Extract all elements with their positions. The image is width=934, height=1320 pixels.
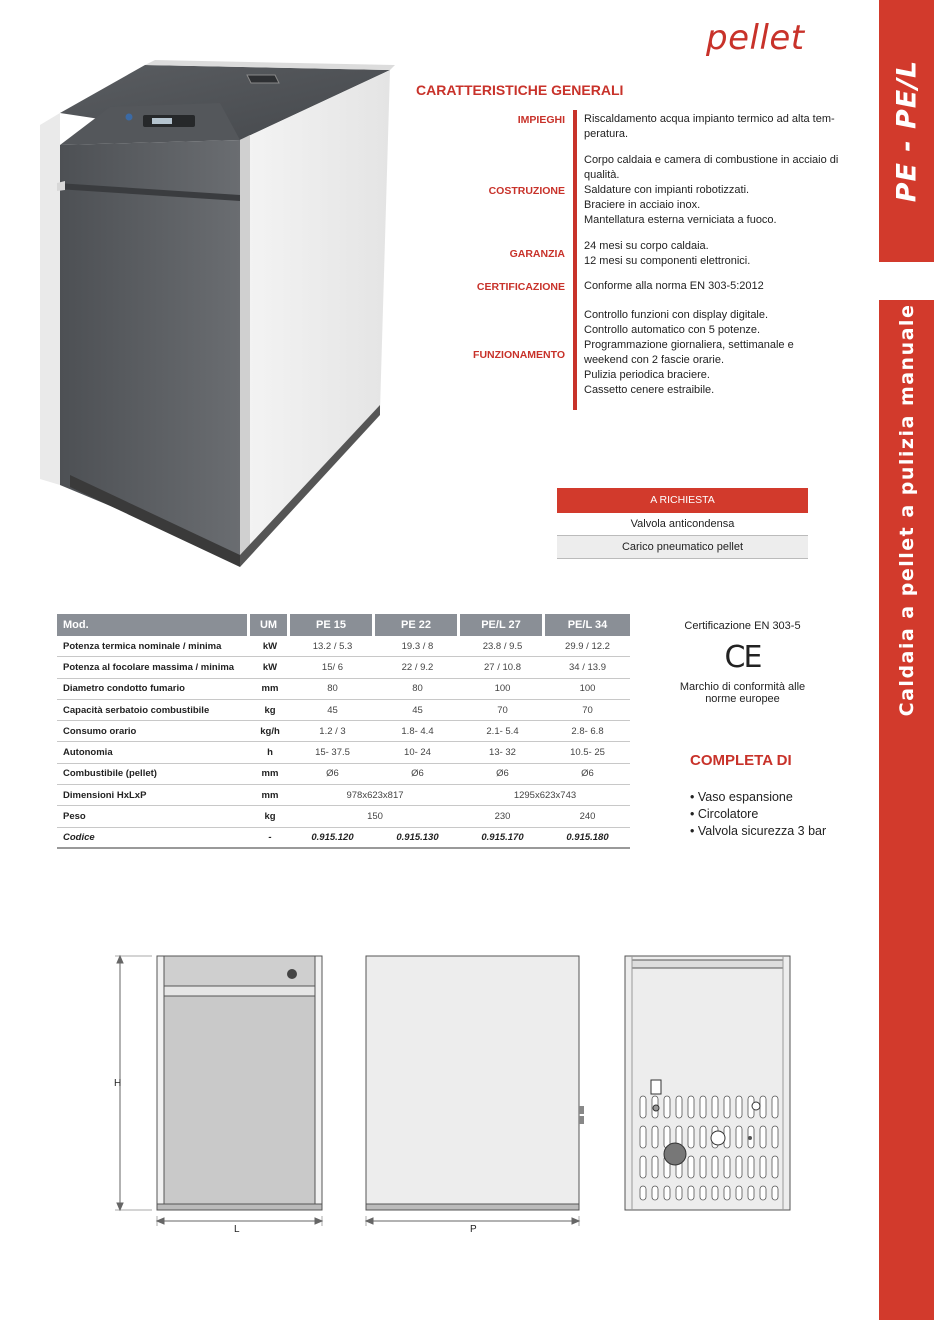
char-text: 24 mesi su corpo caldaia. 12 mesi su componenti elettronici. (584, 240, 751, 267)
list-item: • Circolatore (690, 806, 826, 823)
on-request-box (557, 488, 808, 559)
spec-value: 150 (290, 806, 460, 827)
table-row (57, 700, 630, 721)
spec-unit: kW (250, 636, 290, 657)
characteristics-list (420, 110, 870, 410)
char-row-certificazione (420, 274, 870, 300)
spec-value: 29.9 / 12.2 (545, 636, 630, 657)
spec-value: Ø6 (460, 764, 545, 785)
table-row (57, 679, 630, 700)
spec-value: 0.915.170 (460, 828, 545, 849)
table-row (57, 828, 630, 849)
complete-with-title: COMPLETA DI (690, 752, 792, 769)
char-text: Conforme alla norma EN 303-5:2012 (584, 280, 764, 292)
spec-value: 1.2 / 3 (290, 721, 375, 742)
spec-header: Mod. (57, 614, 250, 636)
spec-label: Combustibile (pellet) (57, 764, 250, 785)
table-row (57, 785, 630, 806)
char-text: Controllo funzioni con display digitale. Controllo automatico con 5 potenze. Programmazione giornaliera, settimanale e weekend con 2 fascie orarie. Pulizia periodica braciere. Cassetto cenere estraibile. (584, 309, 794, 396)
spec-value: 22 / 9.2 (375, 657, 460, 678)
spec-value: 978x623x817 (290, 785, 460, 806)
spec-value: 13.2 / 5.3 (290, 636, 375, 657)
spec-value: 45 (290, 700, 375, 721)
table-row (57, 764, 630, 785)
spec-value: 23.8 / 9.5 (460, 636, 545, 657)
spec-value: 15- 37.5 (290, 742, 375, 763)
side-band-bottom-label: Caldaia a pellet a pulizia manuale (895, 303, 918, 717)
spec-value: 70 (460, 700, 545, 721)
spec-header: PE/L 34 (545, 614, 630, 636)
spec-value: Ø6 (545, 764, 630, 785)
side-band-top-label: PE - PE/L (891, 59, 922, 203)
spec-value: 13- 32 (460, 742, 545, 763)
spec-value: 19.3 / 8 (375, 636, 460, 657)
spec-value: 1.8- 4.4 (375, 721, 460, 742)
rear-view-drawing (620, 946, 795, 1226)
char-label: COSTRUZIONE (488, 185, 565, 197)
spec-unit: h (250, 742, 290, 763)
char-row-costruzione (420, 148, 870, 234)
spec-value: 15/ 6 (290, 657, 375, 678)
dim-label-l: L (234, 1224, 240, 1235)
char-label: CERTIFICAZIONE (476, 281, 565, 293)
spec-value: 34 / 13.9 (545, 657, 630, 678)
spec-label: Capacità serbatoio combustibile (57, 700, 250, 721)
spec-value: 100 (460, 679, 545, 700)
spec-value: Ø6 (290, 764, 375, 785)
spec-unit: kW (250, 657, 290, 678)
spec-value: 1295x623x743 (460, 785, 630, 806)
spec-unit: mm (250, 785, 290, 806)
certification-text: norme europee (705, 693, 780, 705)
spec-label: Autonomia (57, 742, 250, 763)
spec-value: 2.8- 6.8 (545, 721, 630, 742)
spec-unit: kg/h (250, 721, 290, 742)
spec-value: 100 (545, 679, 630, 700)
spec-table (57, 614, 630, 849)
char-label: GARANZIA (509, 248, 565, 260)
char-row-impieghi (420, 110, 870, 148)
spec-label: Diametro condotto fumario (57, 679, 250, 700)
spec-label: Consumo orario (57, 721, 250, 742)
spec-unit: kg (250, 700, 290, 721)
spec-header: UM (250, 614, 290, 636)
char-text: Corpo caldaia e camera di combustione in acciaio di qualità. Saldature con impianti robotizzati. Braciere in acciaio inox. Mantellatura esterna verniciata a fuoco. (584, 154, 839, 226)
table-row (57, 636, 630, 657)
list-item: • Vaso espansione (690, 789, 826, 806)
spec-unit: mm (250, 764, 290, 785)
spec-label: Potenza termica nominale / minima (57, 636, 250, 657)
characteristics-title: CARATTERISTICHE GENERALI (416, 82, 624, 98)
spec-header: PE 22 (375, 614, 460, 636)
spec-label: Codice (57, 828, 250, 849)
spec-header-row (57, 614, 630, 636)
certification-title: Certificazione EN 303-5 (684, 620, 801, 632)
spec-label: Dimensioni HxLxP (57, 785, 250, 806)
spec-value: 70 (545, 700, 630, 721)
side-view-drawing (360, 946, 595, 1236)
char-text: Riscaldamento acqua impianto termico ad alta tem- peratura. (584, 113, 835, 140)
on-request-item: Carico pneumatico pellet (557, 536, 808, 559)
front-view-drawing (112, 946, 327, 1236)
certification-text: Marchio di conformità alle (679, 681, 806, 693)
spec-value: 0.915.120 (290, 828, 375, 849)
on-request-item: Valvola anticondensa (557, 513, 808, 536)
spec-value: 45 (375, 700, 460, 721)
char-label: IMPIEGHI (517, 114, 565, 126)
spec-header: PE 15 (290, 614, 375, 636)
list-item: • Valvola sicurezza 3 bar (690, 823, 826, 840)
certification-block (650, 620, 835, 705)
table-row (57, 721, 630, 742)
table-row (57, 657, 630, 678)
spec-header: PE/L 27 (460, 614, 545, 636)
dim-label-p: P (470, 1224, 477, 1235)
spec-value: 27 / 10.8 (460, 657, 545, 678)
dim-label-h: H (114, 1078, 122, 1089)
char-label: FUNZIONAMENTO (473, 349, 565, 361)
spec-label: Peso (57, 806, 250, 827)
spec-unit: kg (250, 806, 290, 827)
spec-value: 0.915.180 (545, 828, 630, 849)
spec-value: Ø6 (375, 764, 460, 785)
ce-mark-icon: CE (724, 640, 761, 675)
spec-value: 10.5- 25 (545, 742, 630, 763)
spec-value: 240 (545, 806, 630, 827)
complete-with-list (690, 789, 826, 840)
char-row-garanzia (420, 234, 870, 274)
spec-unit: mm (250, 679, 290, 700)
char-row-funzionamento (420, 300, 870, 410)
spec-value: 80 (375, 679, 460, 700)
table-row (57, 806, 630, 827)
spec-value: 80 (290, 679, 375, 700)
spec-value: 10- 24 (375, 742, 460, 763)
boiler-product-image (35, 55, 410, 575)
on-request-title: A RICHIESTA (557, 488, 808, 513)
spec-label: Potenza al focolare massima / minima (57, 657, 250, 678)
table-row (57, 742, 630, 763)
spec-value: 2.1- 5.4 (460, 721, 545, 742)
spec-value: 0.915.130 (375, 828, 460, 849)
spec-value: 230 (460, 806, 545, 827)
spec-unit: - (250, 828, 290, 849)
brand-word: pellet (706, 18, 805, 58)
